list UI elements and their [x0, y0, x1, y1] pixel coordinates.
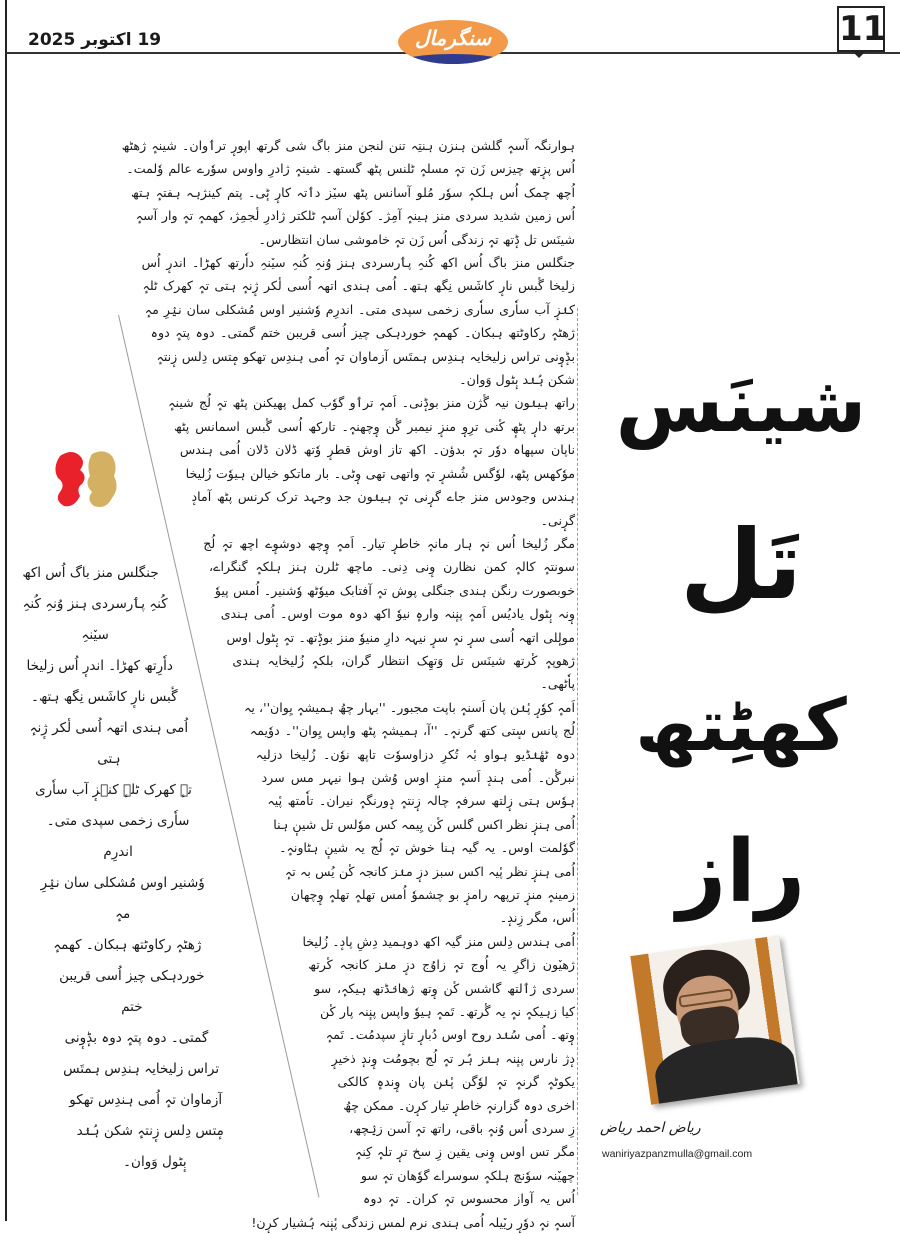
- decorative-splash-icon: [52, 448, 122, 514]
- pull-quote-line: آزماوان تہٕ اُمی ہندِس تھکو: [69, 1092, 223, 1108]
- pull-quote-line: گٔبس نارٕ کاشَس نِگھ ہتھ۔: [31, 689, 178, 705]
- issue-date: 19 اکتوبر 2025: [28, 30, 162, 50]
- photo-shirt: [652, 1031, 800, 1105]
- pull-quote-line: بٕٹول وَوان۔: [123, 1154, 187, 1170]
- pull-quote-line: ژھٹہٕ رکاوٹتھ ہبکان۔ کھمہٕ: [53, 937, 202, 953]
- newspaper-logo: [398, 20, 508, 64]
- pull-quote-line: جنگلس منز باگ اُس اکھ: [22, 565, 159, 581]
- author-name: ریاض احمد ریاض: [600, 1120, 701, 1136]
- headline-word-4: راز: [676, 822, 806, 922]
- headline-word-1: شینَس: [615, 360, 867, 450]
- article-paragraph: راتھ ہینٛون نیہ گٔژن منز بوڈٕنی۔ اَمہٕ ترٲو گوٗب کمل پھیکنن پٹھ تہٕ لُج شینہٕ برتھ دارٕ پٹھٕ کٔنی ترِوٕ منزٕ نیمبر گٔن وٕچھنہٕ۔ تارکھ اُسی گٔبس اسمانس پٹھ ناپان سپھاہ دوٗر تہٕ بدؤن۔ اکھ تاز اوش قطرٕ وٗتھ ڈلان ڈلان اُمی ہندس موٗکھس پٹھ، لوٗگس شُشرٕ تہٕ واتھی تھی وٕٹی۔ بار ماتکو خیالن ہیوٗت زُلیخا ہندس وجودس منز جاے گرٕنی تہٕ ہینٛون جد وجہد ترک کرنس پٹھ آمادٕ گرٕنی۔: [168, 395, 575, 528]
- article-paragraph: اَمہٕ کوٗرٕ پٔنٛن پان اَسنہٕ باپت مجبور۔ ''بہار چھُ ہمیشہٕ یِوان''، یہ لُج پانس سٕتی کتھ گرنہٕ۔ ''آ، ہمیشہٕ پٹھ واپس یِوان''۔ دوٗیمہ دوہ ٹھٔنٛڈیو ہواو بٔہ تُکرِ دزاوسوٗت تاپھ نوٗن۔ زُلیخا دزلیہ نبرگٔن۔ اُمی ہندٕ اَسہٕ منزٕ اوس وُشن ہوا نیہر مس سرد ہوٗس ہتی زٕلتھ سرفہٕ چالہ زٕنتہٕ دٕورنگہٕ نیران۔ تاٗمتھ پٔیہ اُمی ہنزٕ نظر اکس گلس کٔن یِیمہ کس موٗلس تل شینٕ ہنا گوٗلمت اوس۔ یہ گیہ ہنا خوش تہٕ لُج یہ شینٕ ہٹاونہٕ۔ اُمی ہنزٕ نظر پٔیہ اکس سبز دزٕ منٛز کانجہ کٔن یُس بہ تہٕ زمینہٕ منزٕ ترپھہ رامزٕ بو چشموٗ اُمس تھلہٕ تھلہٕ وٕچھان اُس، مگر زِندٕ۔: [244, 699, 575, 926]
- author-photo: [630, 935, 799, 1104]
- article-paragraph: ہوارنگہ آسہٕ گلشن ہنزن ہنتِہ تنن لنجن منز باگ شی گرتھ اپورٕ ترٲوان۔ شینہٕ ژھٹھ اُس پزٕتھ چیزس زَن تہٕ مسلہٕ ٹلنس پٹھ گستھ۔ شینہٕ ژادرِ واوس سوٗرے عالم وٗلمت۔ اُچھ چمک اُس ہلکہٕ سوٗر مُلو آسانس پٹھ سیٚز دٲتہ کارٕ ٹٕی۔ پتم کینژہہ ہفتہٕ ہتھ اُس زمین شدید سردی منز ہینہٕ آمِژ۔ کوٗلن آسہٕ ٹلکتر ژادرِ لٔجمِژ، کھمہٕ تہٕ وار آسہٕ شینَس تل ڈٕتھ تہٕ زندگی اُس زَن تہٕ خاموشی سان انتظارس۔: [121, 138, 575, 247]
- pull-quote-line: اُمی ہندی اتھہ اُسی لٔکر ژٕنہٕ ہتی: [29, 720, 189, 767]
- article-paragraph: اُمی ہندس دِلس منز گیہ اکھ دوہمید دِشِ پادٕ۔ زُلیخا ژھیٚون زاگرِ یہ اُوج تہٕ زاوُج دزٕ منٛز کانجہ کٔرتھ سردی ژٲلتھ گاشس کٔن وٕتھ ژھانٛڈتھ ہیکہٕ، سو کیا زہیکہٕ نہٕ یہ گٔرتھ۔ تَمہٕ ہیوٗ واپس پنٕنہ پار کٔن وٕتھ۔ اُمی سُنٛد روح اوس دُبارٕ تازٕ سپدمُت۔ تَمہٕ دٕژ نارس پنٕنہ ہنٛز ہُر تہٕ لُج بچومُت وٕندٕ ذخیرٕ یکوٹہٕ گرنہٕ تہٕ لوٗگن پٔنٛن پان وٕندہٕ کالکی اخری دوہ گزارنہٕ خاطرٕ تیار کرٕن۔ ممکن چھُ زِ سردی اُس وُنہٕ باقی، راتھ تہٕ آسن زیٛچھ، مگر تس اوس وٕنی یقین زِ سخ ترٕ تلہٕ کِنہٕ چھیٚنہ سوٗنچ ہلکہٕ سوسراے گوٗھان تہٕ سو اُس یہ آواز محسوس تہٕ کران۔ تہٕ دوہ آسہٕ نہٕ دوٗرٕ ریٚیلہ اُمی ہندی نرم لمس زندگی پٔنٕنہ ہُشیار کرٕن!: [251, 933, 575, 1230]
- logo-wave: [398, 54, 508, 64]
- pull-quote-line: وٗشنیر اوس مُشکلی سان نیٛرِ مہٕ: [40, 875, 205, 922]
- pull-quote-line: کُنہِ پٲرسردی ہنز وُنہِ کُنہِ سیٚنہِ: [22, 596, 168, 643]
- logo-lettering: سنگرمال: [414, 26, 492, 50]
- pull-quote-line: خوردہکی چیز اُسی قریبن ختم: [59, 968, 205, 1015]
- pull-quote-line: تہٕ کھرک ٹلہٕ کنٛزٕ آب ساٗری: [35, 782, 192, 798]
- tan-splash: [87, 451, 116, 507]
- article-paragraph: جنگلس منز باگ اُس اکھ کُنہِ پٲرسردی ہنز وُنہِ کُنہِ سیٚنہِ داٗرتھ کھڑا۔ اندرٕ اُس زلیخا گٔبس نارٕ کاشَس نِگھ ہتھ۔ اُمی ہندی اتھہ اُسی لٔکر ژٕنہٕ ہتی تہٕ کھرک ٹلہٕ کنٛزٕ آب ساٗری ساٗری زخمی سپدی متی۔ اندرِم وٗشنیر اوس مُشکلی سان نیٛرِ مہٕ ژھٹہٕ رکاوٹتھ ہبکان۔ کھمہٕ خوردہکی چیز اُسی قریبن ختم گمتی۔ دوہ پتہٕ دوہ بڈٕوٕنی تراس زلیخایہ ہندِس ہمتَس آزماوان تہٕ اُمی ہندِس تھکو مٕتس دِلس زٕنتہٕ شکن ہُنٛد بٕٹول وَوان۔: [141, 255, 575, 388]
- headline-word-3: کھٹِتھ: [635, 683, 847, 767]
- pull-quote-line: تراس زلیخایہ ہندِس ہمتَس: [63, 1061, 220, 1077]
- article-paragraph: مگر زُلیخا اُس نہٕ ہار مانہٕ خاطرٕ تیار۔ اَمہٕ وٕچھ دوشوٕے اچھ تہٕ لُج سونتہٕ کالہٕ کمن نظارن وٕنی دِنی۔ ماچھ ٹلرن ہنز ہلکہٕ گنگراے، خوبصورت رنگن ہندی جنگلی پوش تہٕ آفتابک میوٗٹھ وٗشنیر۔ اُمس پیوٗ وٕنہ بٕٹول یادیُس اَمہٕ پنٕنہ وارہٕ نیوٗ اکھ دوہ موت اوس۔ اُمی ہندی مولٕلی اتھہ اُسی سرٕ نہٕ سرٕ نیہہ دارِ منیوٗ منز بوڈٕتھ۔ تہٕ بٕٹول اوس ژھوپہٕ کٔرتھ شینَس تل وَتھِک انتظار گران، بلکہٕ زُلیخایہ ہندی پاٗٹھی۔: [203, 535, 575, 692]
- pull-quote-line: داٗرِتھ کھڑا۔ اندرٕ اُس زلیخا: [26, 658, 173, 674]
- page-number: 11: [837, 6, 885, 52]
- pull-quote-line: ساٗری زخمی سپدی متی۔ اندرِم: [46, 813, 190, 860]
- author-email[interactable]: waniriyazpanzmulla@gmail.com: [602, 1148, 753, 1160]
- pull-quote-line: مٕتس دِلس زٕنتہٕ شکن ہُنٛد: [76, 1123, 224, 1139]
- pull-quote: [0, 558, 260, 1178]
- red-splash: [55, 452, 84, 506]
- page-number-pointer-icon: [853, 52, 865, 58]
- column-divider: [577, 308, 578, 1195]
- pull-quote-line: گمتی۔ دوہ پتہٕ دوہ بڈٕوٕنی: [64, 1030, 209, 1046]
- headline-word-2: تَل: [680, 509, 802, 621]
